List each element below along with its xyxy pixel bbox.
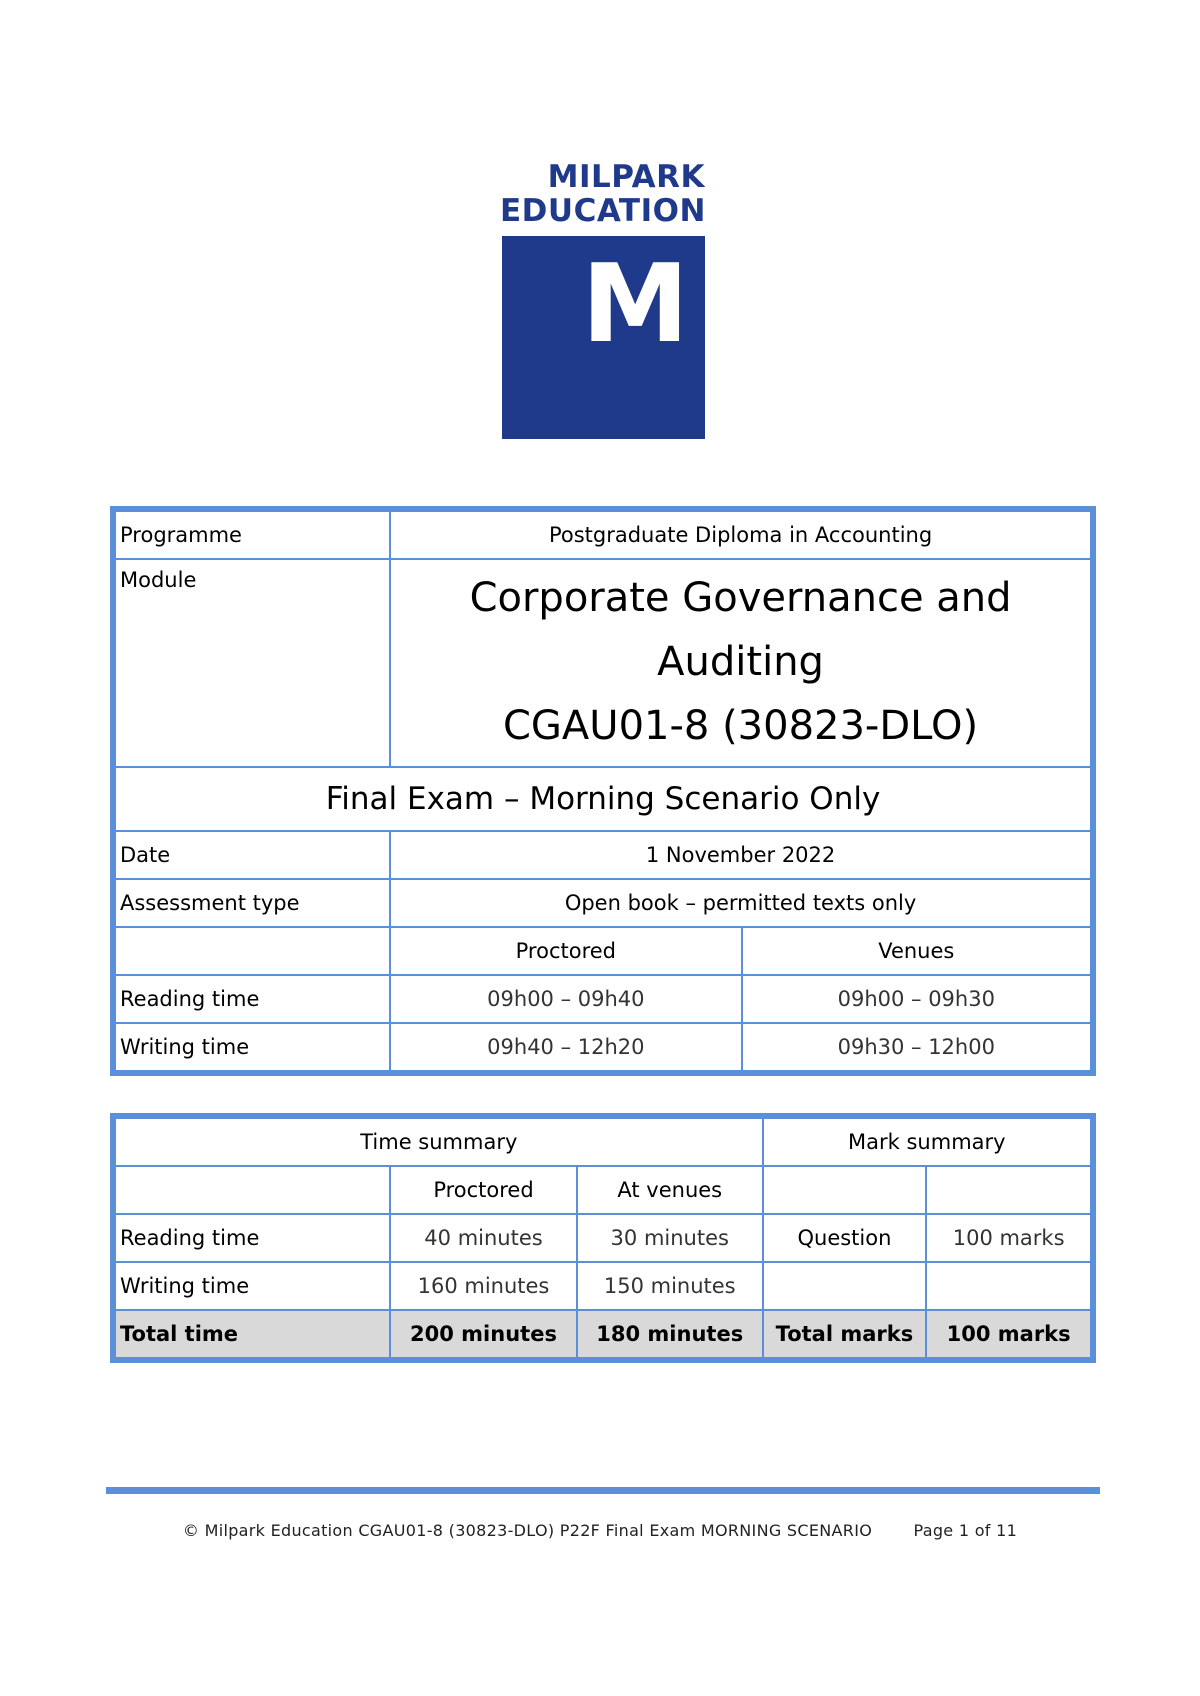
logo-emblem: [502, 236, 705, 439]
question-label: Question: [763, 1214, 927, 1262]
summary-header-row: [113, 1116, 1093, 1166]
mark-summary-header: Mark summary: [763, 1116, 1093, 1166]
writing-proctored-minutes: 160 minutes: [390, 1262, 577, 1310]
empty-cell: [113, 927, 390, 975]
col-proctored: Proctored: [390, 927, 741, 975]
total-venues-minutes: 180 minutes: [577, 1310, 763, 1360]
col-at-venues: At venues: [577, 1166, 763, 1214]
logo-line-1: MILPARK: [547, 159, 705, 195]
summary-table: [110, 1113, 1096, 1363]
col-venues: Venues: [742, 927, 1093, 975]
date-row: [113, 831, 1093, 879]
module-title: [390, 559, 1093, 767]
reading-venues-minutes: 30 minutes: [577, 1214, 763, 1262]
programme-value: Postgraduate Diploma in Accounting: [390, 509, 1093, 559]
writing-time-row: [113, 1023, 1093, 1073]
writing-time-label: Writing time: [113, 1262, 390, 1310]
empty-cell: [763, 1166, 927, 1214]
footer-copyright: © Milpark Education CGAU01-8 (30823-DLO) P22F Final Exam MORNING SCENARIO: [182, 1521, 873, 1540]
empty-cell: [926, 1262, 1093, 1310]
logo-line-2: EDUCATION: [500, 193, 706, 229]
module-row: [113, 559, 1093, 767]
programme-label: Programme: [113, 509, 390, 559]
summary-column-row: [113, 1166, 1093, 1214]
reading-time-venues: 09h00 – 09h30: [742, 975, 1093, 1023]
summary-reading-row: [113, 1214, 1093, 1262]
final-exam-row: [113, 767, 1093, 831]
writing-time-venues: 09h30 – 12h00: [742, 1023, 1093, 1073]
question-marks: 100 marks: [926, 1214, 1093, 1262]
total-time-label: Total time: [113, 1310, 390, 1360]
summary-writing-row: [113, 1262, 1093, 1310]
programme-row: [113, 509, 1093, 559]
date-value: 1 November 2022: [390, 831, 1093, 879]
page-footer: [0, 1521, 1200, 1540]
footer-divider: [106, 1487, 1100, 1494]
writing-venues-minutes: 150 minutes: [577, 1262, 763, 1310]
module-label: Module: [113, 559, 390, 767]
assessment-value: Open book – permitted texts only: [390, 879, 1093, 927]
module-code: CGAU01-8 (30823-DLO): [503, 703, 979, 749]
col-proctored: Proctored: [390, 1166, 577, 1214]
column-header-row: [113, 927, 1093, 975]
milpark-logo: [500, 160, 705, 439]
reading-time-label: Reading time: [113, 1214, 390, 1262]
assessment-row: [113, 879, 1093, 927]
summary-total-row: [113, 1310, 1093, 1360]
time-summary-header: Time summary: [113, 1116, 763, 1166]
page-number: Page 1 of 11: [913, 1521, 1018, 1540]
exam-details-table: [110, 506, 1096, 1076]
assessment-label: Assessment type: [113, 879, 390, 927]
reading-time-label: Reading time: [113, 975, 390, 1023]
date-label: Date: [113, 831, 390, 879]
reading-time-row: [113, 975, 1093, 1023]
module-title-line-2: Auditing: [657, 639, 824, 685]
empty-cell: [926, 1166, 1093, 1214]
total-proctored-minutes: 200 minutes: [390, 1310, 577, 1360]
writing-time-label: Writing time: [113, 1023, 390, 1073]
reading-proctored-minutes: 40 minutes: [390, 1214, 577, 1262]
total-marks-label: Total marks: [763, 1310, 927, 1360]
empty-cell: [763, 1262, 927, 1310]
total-marks-value: 100 marks: [926, 1310, 1093, 1360]
empty-cell: [113, 1166, 390, 1214]
writing-time-proctored: 09h40 – 12h20: [390, 1023, 741, 1073]
reading-time-proctored: 09h00 – 09h40: [390, 975, 741, 1023]
logo-letter: M: [581, 242, 689, 367]
final-exam-title: Final Exam – Morning Scenario Only: [113, 767, 1093, 831]
module-title-line-1: Corporate Governance and: [469, 575, 1012, 621]
